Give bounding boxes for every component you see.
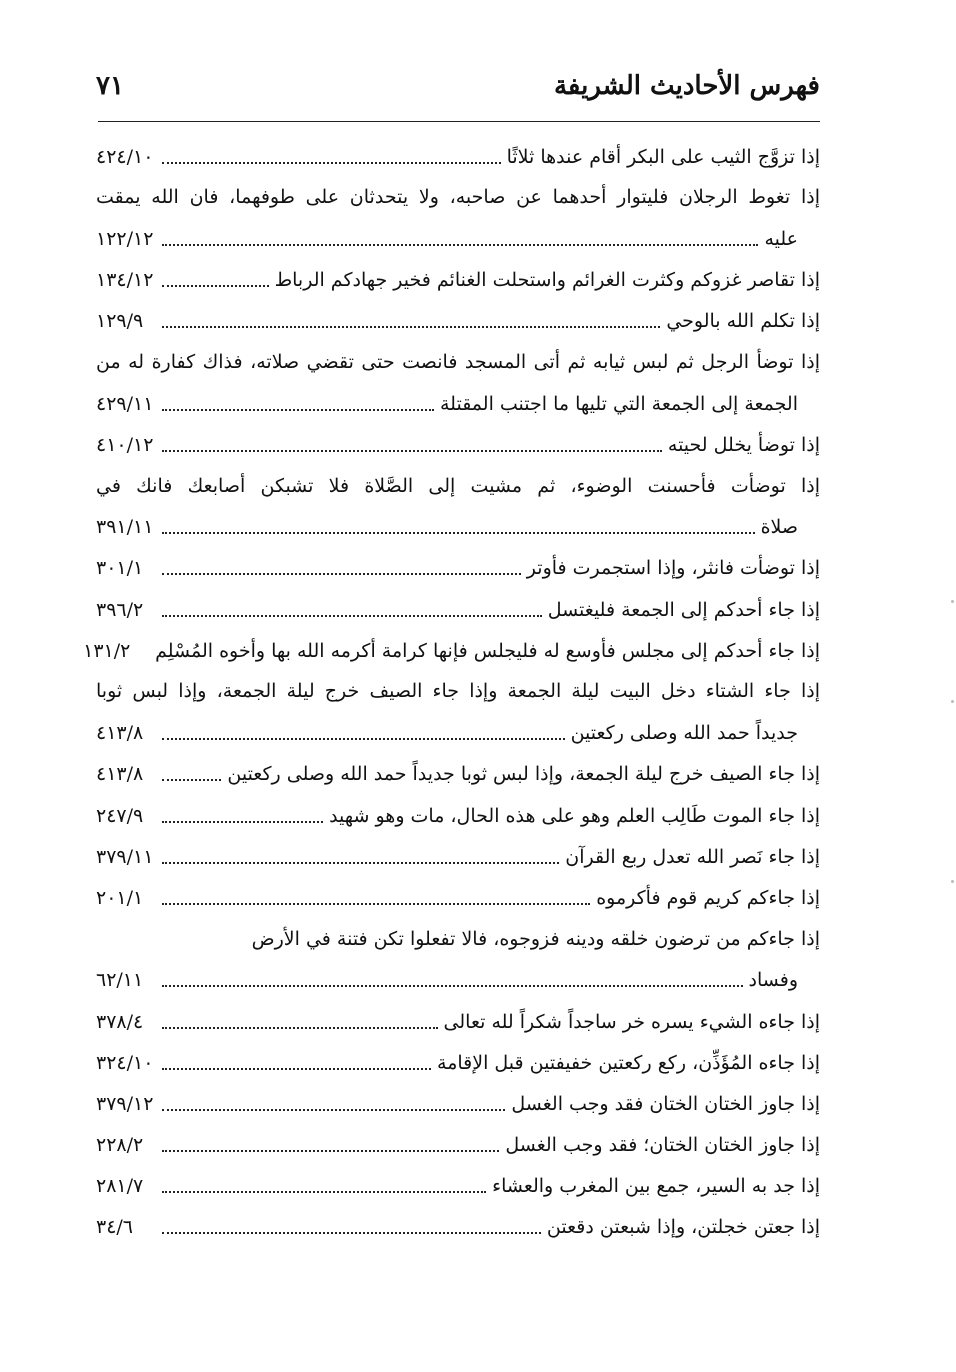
hadith-text: إذا جاء الموت طَالِب العلم وهو على هذه الحال، مات وهو شهيد: [329, 804, 820, 827]
index-entry: [96, 1042, 820, 1083]
index-entry: [96, 1083, 820, 1124]
leader-dots: [162, 821, 323, 823]
volume-page-ref: ٣٩١/١١: [96, 516, 154, 539]
hadith-text: إذا تكلم الله بالوحي: [666, 310, 820, 333]
volume-page-ref: ٢٠١/١: [96, 886, 144, 909]
hadith-text: إذا جاء أحدكم إلى الجمعة فليغتسل: [547, 598, 820, 621]
hadith-text: إذا جاءكم كريم قوم فأكرموه: [596, 886, 820, 909]
hadith-text: وفساد: [748, 969, 798, 992]
volume-page-ref: ٣٤/٦: [96, 1216, 134, 1239]
leader-dots: [162, 738, 565, 740]
leader-dots: [162, 532, 755, 534]
page-header: [96, 62, 820, 110]
leader-dots: [162, 450, 662, 452]
page-number: ٧١: [96, 71, 124, 101]
volume-page-ref: ١٣١/٢: [83, 639, 131, 662]
hadith-text: عليه: [764, 227, 798, 250]
leader-dots: [162, 779, 221, 781]
hadith-text: إذا جاوز الختان الختان فقد وجب الغسل: [511, 1092, 820, 1115]
volume-page-ref: ٤١٣/٨: [96, 722, 144, 745]
hadith-text: إذا جاءه المُؤَذِّن، ركع ركعتين خفيفتين قبل الإقامة: [437, 1051, 820, 1074]
leader-dots: [162, 1191, 486, 1193]
hadith-text: إذا جاء نَصر الله تعدل ربع القرآن: [565, 845, 820, 868]
hadith-text: جديداً حمد الله وصلى ركعتين: [570, 722, 798, 745]
leader-dots: [162, 1027, 438, 1029]
index-entry: [96, 754, 820, 795]
index-entry: [96, 1001, 820, 1042]
hadith-text: صلاة: [760, 516, 798, 539]
leader-dots: [162, 615, 542, 617]
hadith-text: إذا تزوَّج الثيب على البكر أقام عندها ثلاثًا: [506, 145, 820, 168]
volume-page-ref: ٣٠١/١: [96, 557, 144, 580]
volume-page-ref: ١٢٢/١٢: [96, 227, 154, 250]
hadith-text: إذا جاءه الشيء يسره خر ساجداً شكراً لله تعالى: [443, 1010, 820, 1033]
leader-dots: [162, 285, 269, 287]
leader-dots: [162, 244, 758, 246]
index-entry-continuation: [96, 960, 820, 1001]
index-entry: [83, 630, 820, 671]
volume-page-ref: ٢٤٧/٩: [96, 804, 144, 827]
volume-page-ref: ٢٢٨/٢: [96, 1134, 144, 1157]
hadith-text: الجمعة إلى الجمعة التي تليها ما اجتنب المقتلة: [439, 392, 798, 415]
leader-dots: [162, 409, 434, 411]
hadith-index-list: [83, 136, 820, 1248]
volume-page-ref: ٣٢٤/١٠: [96, 1051, 154, 1074]
volume-page-ref: ٤١٣/٨: [96, 763, 144, 786]
index-entry-line: إذا تغوط الرجلان فليتوار أحدهما عن صاحبه، ولا يتحدثان على طوفهما، فان الله يمقت: [96, 186, 820, 209]
volume-page-ref: ٢٨١/٧: [96, 1175, 144, 1198]
leader-dots: [162, 573, 521, 575]
volume-page-ref: ٤٢٩/١١: [96, 392, 154, 415]
index-entry: [96, 301, 820, 342]
hadith-text: إذا توضأ يخلل لحيته: [667, 433, 820, 456]
volume-page-ref: ٦٢/١١: [96, 969, 144, 992]
index-entry-continuation: [96, 507, 820, 548]
index-entry: [96, 1125, 820, 1166]
scan-speck: [951, 700, 954, 703]
leader-dots: [162, 862, 559, 864]
header-rule: [98, 121, 820, 122]
index-entry: [96, 795, 820, 836]
hadith-text: إذا جاء أحدكم إلى مجلس فأوسع له فليجلس فإنها كرامة أكرمه الله بها وأخوه المُسْلِم: [155, 639, 820, 662]
volume-page-ref: ٣٧٨/٤: [96, 1010, 144, 1033]
leader-dots: [162, 1109, 505, 1111]
index-entry-line: إذا توضأت فأحسنت الوضوء، ثم مشيت إلى الصَّلاة فلا تشبكن أصابعك فانك في: [96, 474, 820, 497]
hadith-text: إذا توضأت فانثر، وإذا استجمرت فأوتر: [526, 557, 820, 580]
hadith-text: إذا جاء الصيف خرج ليلة الجمعة، وإذا لبس ثوبا جديداً حمد الله وصلى ركعتين: [227, 763, 820, 786]
hadith-text: إذا تقاصر غزوكم وكثرت الغرائم واستحلت الغنائم فخير جهادكم الرباط: [274, 269, 820, 292]
leader-dots: [162, 1068, 431, 1070]
volume-page-ref: ١٣٤/١٢: [96, 269, 154, 292]
index-entry-continuation: [96, 218, 820, 259]
scan-speck: [951, 880, 954, 883]
leader-dots: [162, 162, 501, 164]
index-entry-line: إذا توضأ الرجل ثم لبس ثيابه ثم أتى المسجد فانصت حتى تقضي صلاته، فذاك كفارة له من: [96, 350, 820, 373]
scan-speck: [951, 600, 954, 603]
leader-dots: [162, 1150, 499, 1152]
index-entry: [96, 589, 820, 630]
volume-page-ref: ٤١٠/١٢: [96, 433, 154, 456]
volume-page-ref: ٤٢٤/١٠: [96, 145, 154, 168]
hadith-text: إذا جد به السير، جمع بين المغرب والعشاء: [492, 1175, 820, 1198]
index-entry: [96, 1207, 820, 1248]
leader-dots: [162, 903, 590, 905]
volume-page-ref: ٣٧٩/١٢: [96, 1092, 154, 1115]
hadith-text: إذا جاءكم من ترضون خلقه ودينه فزوجوه، فالا تفعلوا تكن فتنة في الأرض: [251, 928, 820, 951]
index-entry: [96, 836, 820, 877]
index-entry-line: إذا جاء الشتاء دخل البيت ليلة الجمعة وإذا جاء الصيف خرج ليلة الجمعة، وإذا لبس ثوبا: [96, 680, 820, 703]
hadith-text: إذا جعتن خجلتن، وإذا شبعتن دقعتن: [546, 1216, 820, 1239]
page-title: فهرس الأحاديث الشريفة: [553, 71, 820, 101]
index-entry-continuation: [96, 383, 820, 424]
index-entry-continuation: [96, 713, 820, 754]
volume-page-ref: ٣٧٩/١١: [96, 845, 154, 868]
index-entry: [96, 260, 820, 301]
index-entry: [96, 548, 820, 589]
index-entry: [96, 1166, 820, 1207]
hadith-text: إذا جاوز الختان الختان؛ فقد وجب الغسل: [505, 1134, 820, 1157]
index-entry: [96, 877, 820, 918]
volume-page-ref: ١٢٩/٩: [96, 310, 144, 333]
index-entry: [96, 136, 820, 177]
index-entry: [96, 424, 820, 465]
index-entry-line: [96, 919, 820, 960]
leader-dots: [162, 1232, 541, 1234]
volume-page-ref: ٣٩٦/٢: [96, 598, 144, 621]
leader-dots: [162, 985, 743, 987]
leader-dots: [162, 326, 660, 328]
